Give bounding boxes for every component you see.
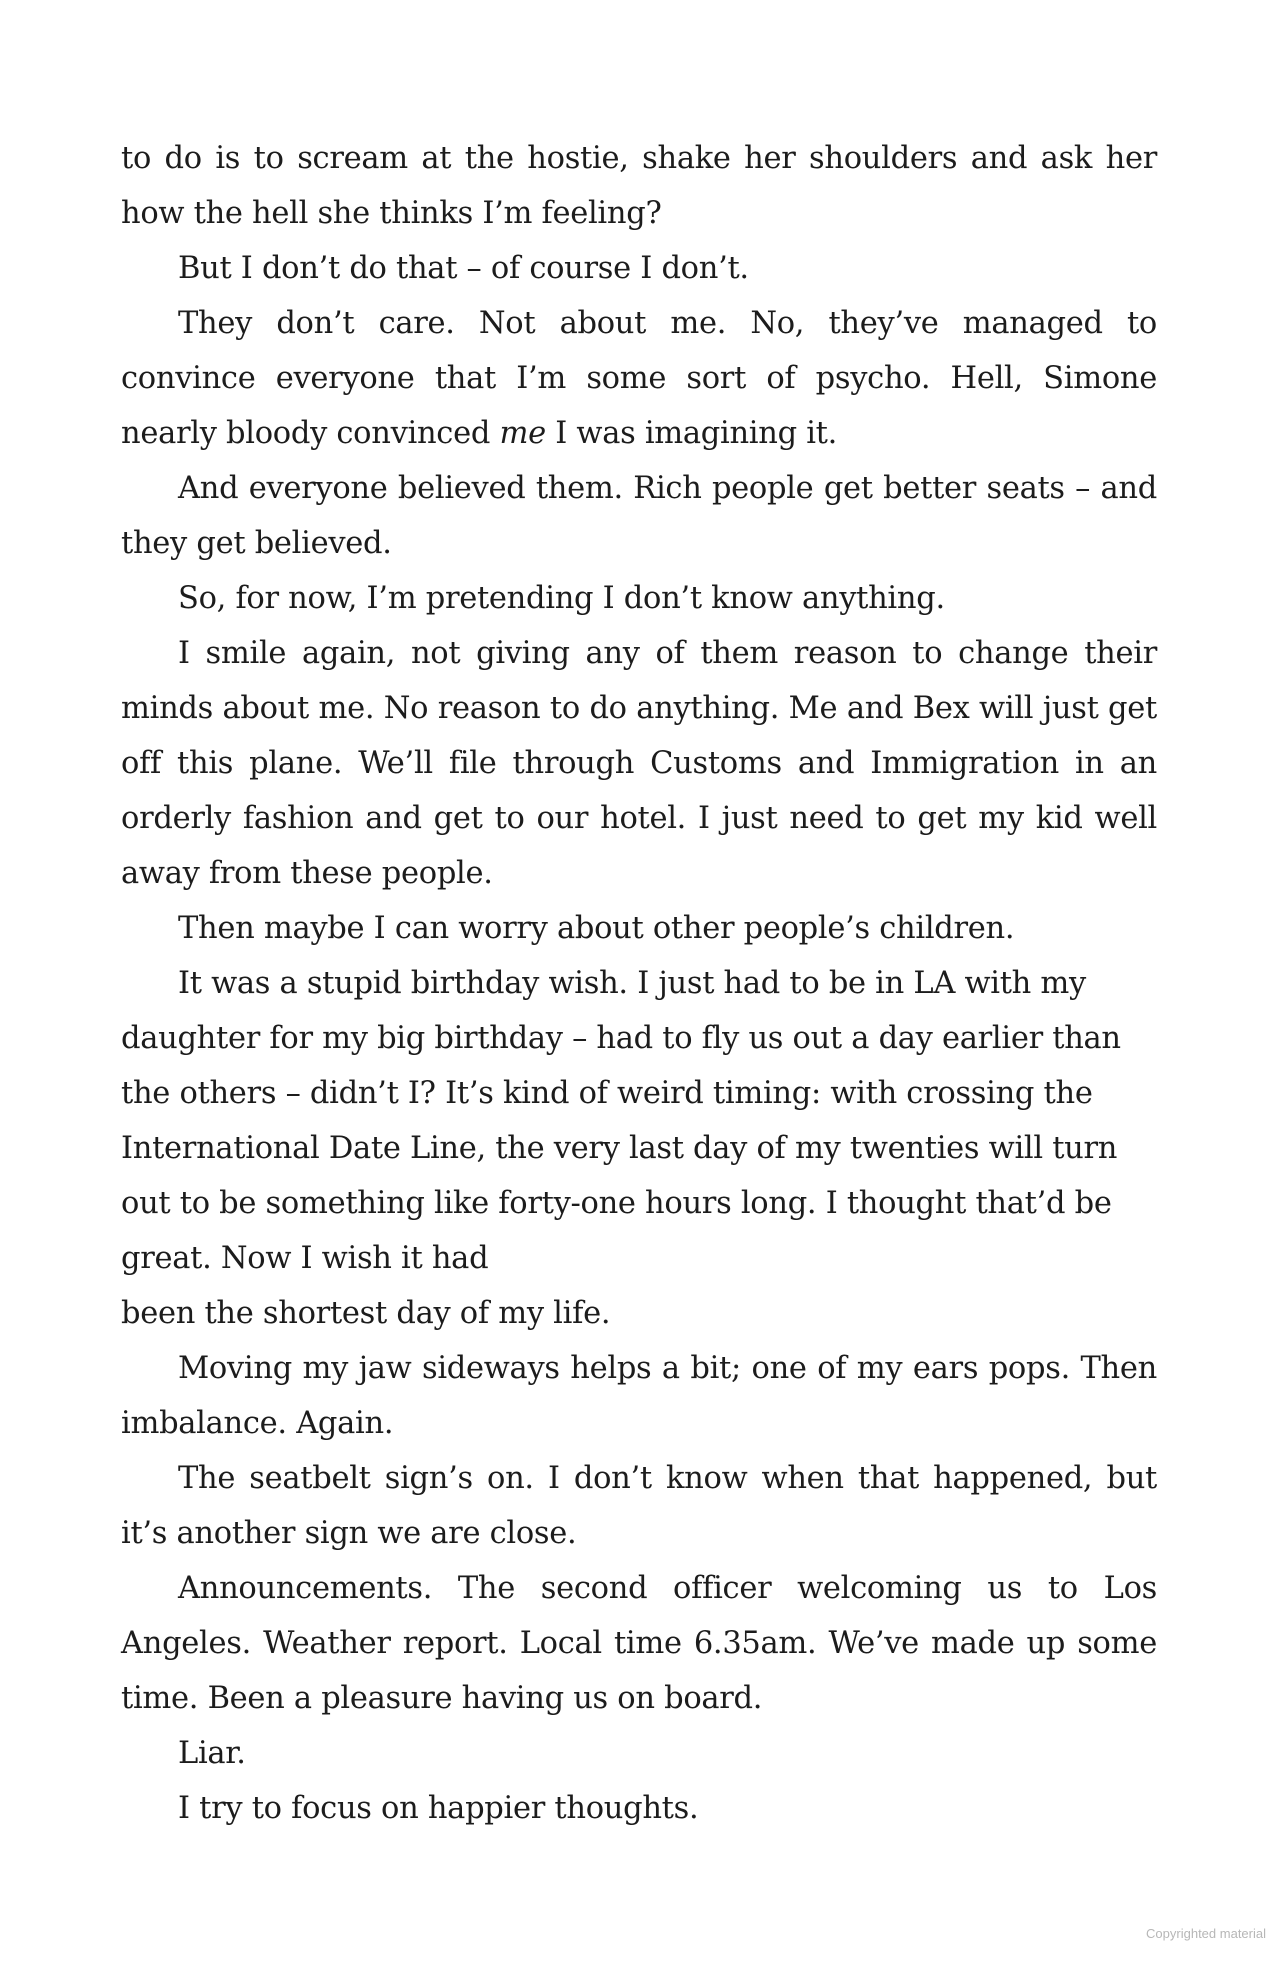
paragraph: Moving my jaw sideways helps a bit; one of my ears pops. Then imbalance. Again. [121,1351,1157,1441]
paragraph: And everyone believed them. Rich people get better seats – and they get believed. [121,471,1157,561]
emphasis-text: me [499,416,546,451]
paragraph: Then maybe I can worry about other people’s children. [178,911,1015,946]
copyright-watermark: Copyrighted material [1146,1926,1266,1941]
paragraph-text: They don’t care. Not about me. No, they’ve managed to convince everyone that I’m some sort of psycho. Hell, Simone nearly bloody convinced [121,306,1157,451]
paragraph: Announcements. The second officer welcoming us to Los Angeles. Weather report. Local time 6.35am. We’ve made up some time. Been a pleasure having us on board. [121,1571,1157,1716]
body-text [121,131,1157,1836]
paragraph: The seatbelt sign’s on. I don’t know when that happened, but it’s another sign we are close. [121,1461,1157,1551]
paragraph: It was a stupid birthday wish. I just had to be in LA with my daughter for my big birthday – had to fly us out a day earlier than the others – didn’t I? It’s kind of weird timing: with crossing the International Date Line, the very last day of my twenties will turn out to be something like forty-one hours long. I thought that’d be great. Now I wish it had [121,966,1121,1276]
paragraph: Liar. [178,1736,246,1771]
paragraph-text: I was imagining it. [545,416,838,451]
paragraph: So, for now, I’m pretending I don’t know anything. [178,581,945,616]
paragraph: to do is to scream at the hostie, shake her shoulders and ask her how the hell she thinks I’m feeling? [121,141,1157,231]
paragraph [121,296,1157,461]
paragraph: I try to focus on happier thoughts. [178,1791,699,1826]
paragraph: I smile again, not giving any of them reason to change their minds about me. No reason to do anything. Me and Bex will just get off this plane. We’ll file through Customs and Immigration in an orderly fashion and get to our hotel. I just need to get my kid well away from these people. [121,636,1157,891]
paragraph: But I don’t do that – of course I don’t. [178,251,749,286]
paragraph-continuation: been the shortest day of my life. [121,1296,611,1331]
